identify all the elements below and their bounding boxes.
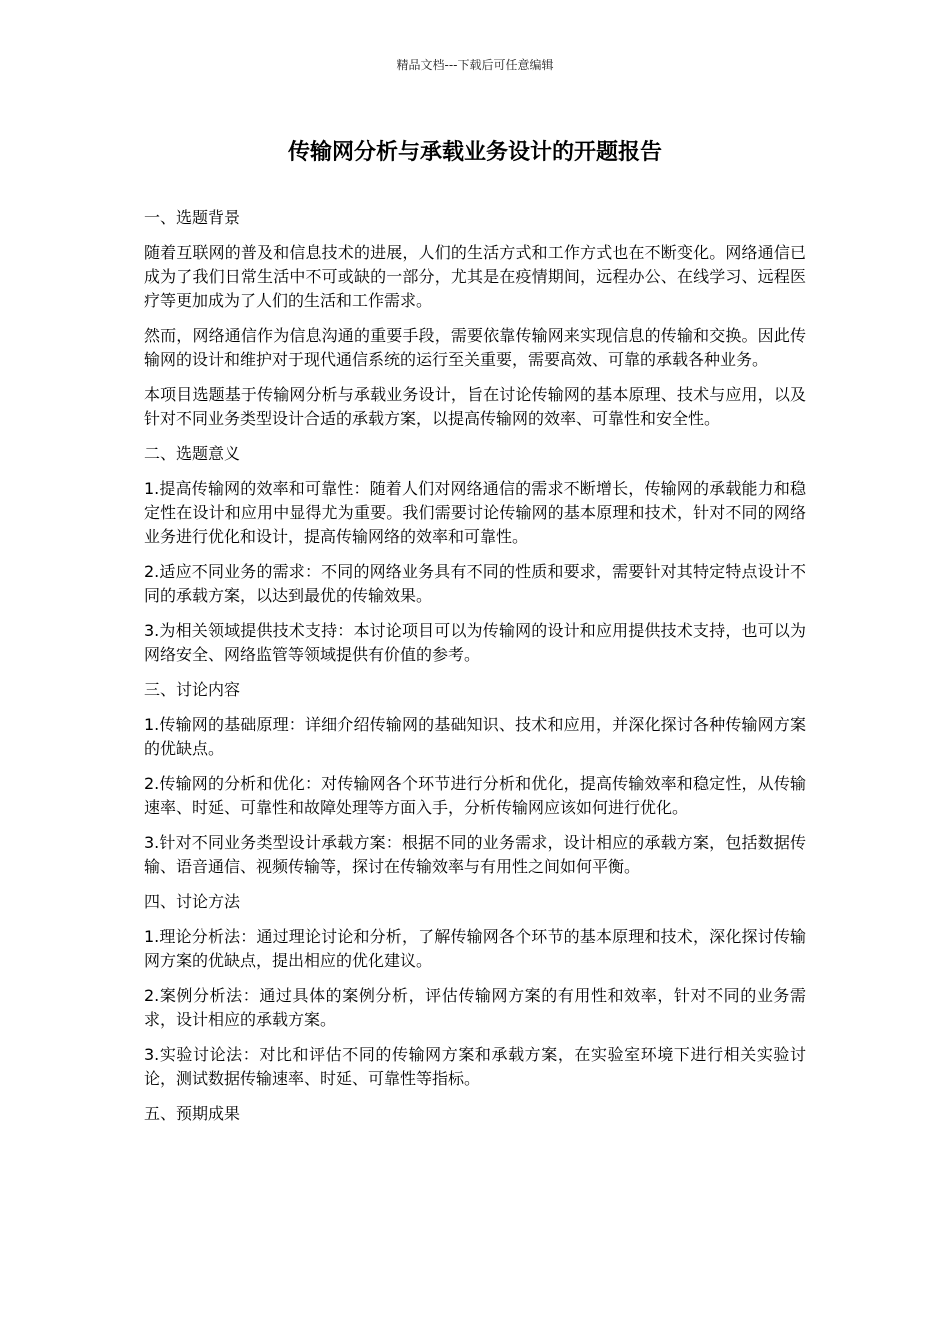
document-title: 传输网分析与承载业务设计的开题报告 <box>287 140 662 165</box>
paragraph: 随着互联网的普及和信息技术的进展，人们的生活方式和工作方式也在不断变化。网络通信已成为了我们日常生活中不可或缺的一部分，尤其是在疫情期间，远程办公、在线学习、远程医疗等更加成为了人们的生活和工作需求。 <box>144 243 806 310</box>
section-heading: 五、预期成果 <box>144 1104 241 1123</box>
paragraph: 3.实验讨论法：对比和评估不同的传输网方案和承载方案，在实验室环境下进行相关实验讨论，测试数据传输速率、时延、可靠性等指标。 <box>144 1045 806 1088</box>
paragraph: 1.提高传输网的效率和可靠性：随着人们对网络通信的需求不断增长，传输网的承载能力和稳定性在设计和应用中显得尤为重要。我们需要讨论传输网的基本原理和技术，针对不同的网络业务进行优化和设计，提高传输网络的效率和可靠性。 <box>144 479 806 546</box>
paragraph: 2.案例分析法：通过具体的案例分析，评估传输网方案的有用性和效率，针对不同的业务需求，设计相应的承载方案。 <box>144 986 806 1029</box>
section-heading: 四、讨论方法 <box>144 892 241 911</box>
paragraph: 3.为相关领域提供技术支持：本讨论项目可以为传输网的设计和应用提供技术支持，也可以为网络安全、网络监管等领域提供有价值的参考。 <box>144 621 806 664</box>
paragraph: 2.传输网的分析和优化：对传输网各个环节进行分析和优化，提高传输效率和稳定性，从传输速率、时延、可靠性和故障处理等方面入手，分析传输网应该如何进行优化。 <box>144 774 806 817</box>
section-heading: 二、选题意义 <box>144 444 241 463</box>
paragraph: 3.针对不同业务类型设计承载方案：根据不同的业务需求，设计相应的承载方案，包括数据传输、语音通信、视频传输等，探讨在传输效率与有用性之间如何平衡。 <box>144 833 806 876</box>
paragraph: 1.传输网的基础原理：详细介绍传输网的基础知识、技术和应用，并深化探讨各种传输网方案的优缺点。 <box>144 715 806 758</box>
header-note: 精品文档---下载后可任意编辑 <box>396 58 554 72</box>
document-body <box>144 206 806 1137</box>
section-heading: 三、讨论内容 <box>144 680 241 699</box>
paragraph: 然而，网络通信作为信息沟通的重要手段，需要依靠传输网来实现信息的传输和交换。因此传输网的设计和维护对于现代通信系统的运行至关重要，需要高效、可靠的承载各种业务。 <box>144 326 806 369</box>
paragraph: 1.理论分析法：通过理论讨论和分析，了解传输网各个环节的基本原理和技术，深化探讨传输网方案的优缺点，提出相应的优化建议。 <box>144 927 806 970</box>
section-heading: 一、选题背景 <box>144 208 241 227</box>
paragraph: 2.适应不同业务的需求：不同的网络业务具有不同的性质和要求，需要针对其特定特点设计不同的承载方案，以达到最优的传输效果。 <box>144 562 806 605</box>
paragraph: 本项目选题基于传输网分析与承载业务设计，旨在讨论传输网的基本原理、技术与应用，以及针对不同业务类型设计合适的承载方案，以提高传输网的效率、可靠性和安全性。 <box>144 385 806 428</box>
